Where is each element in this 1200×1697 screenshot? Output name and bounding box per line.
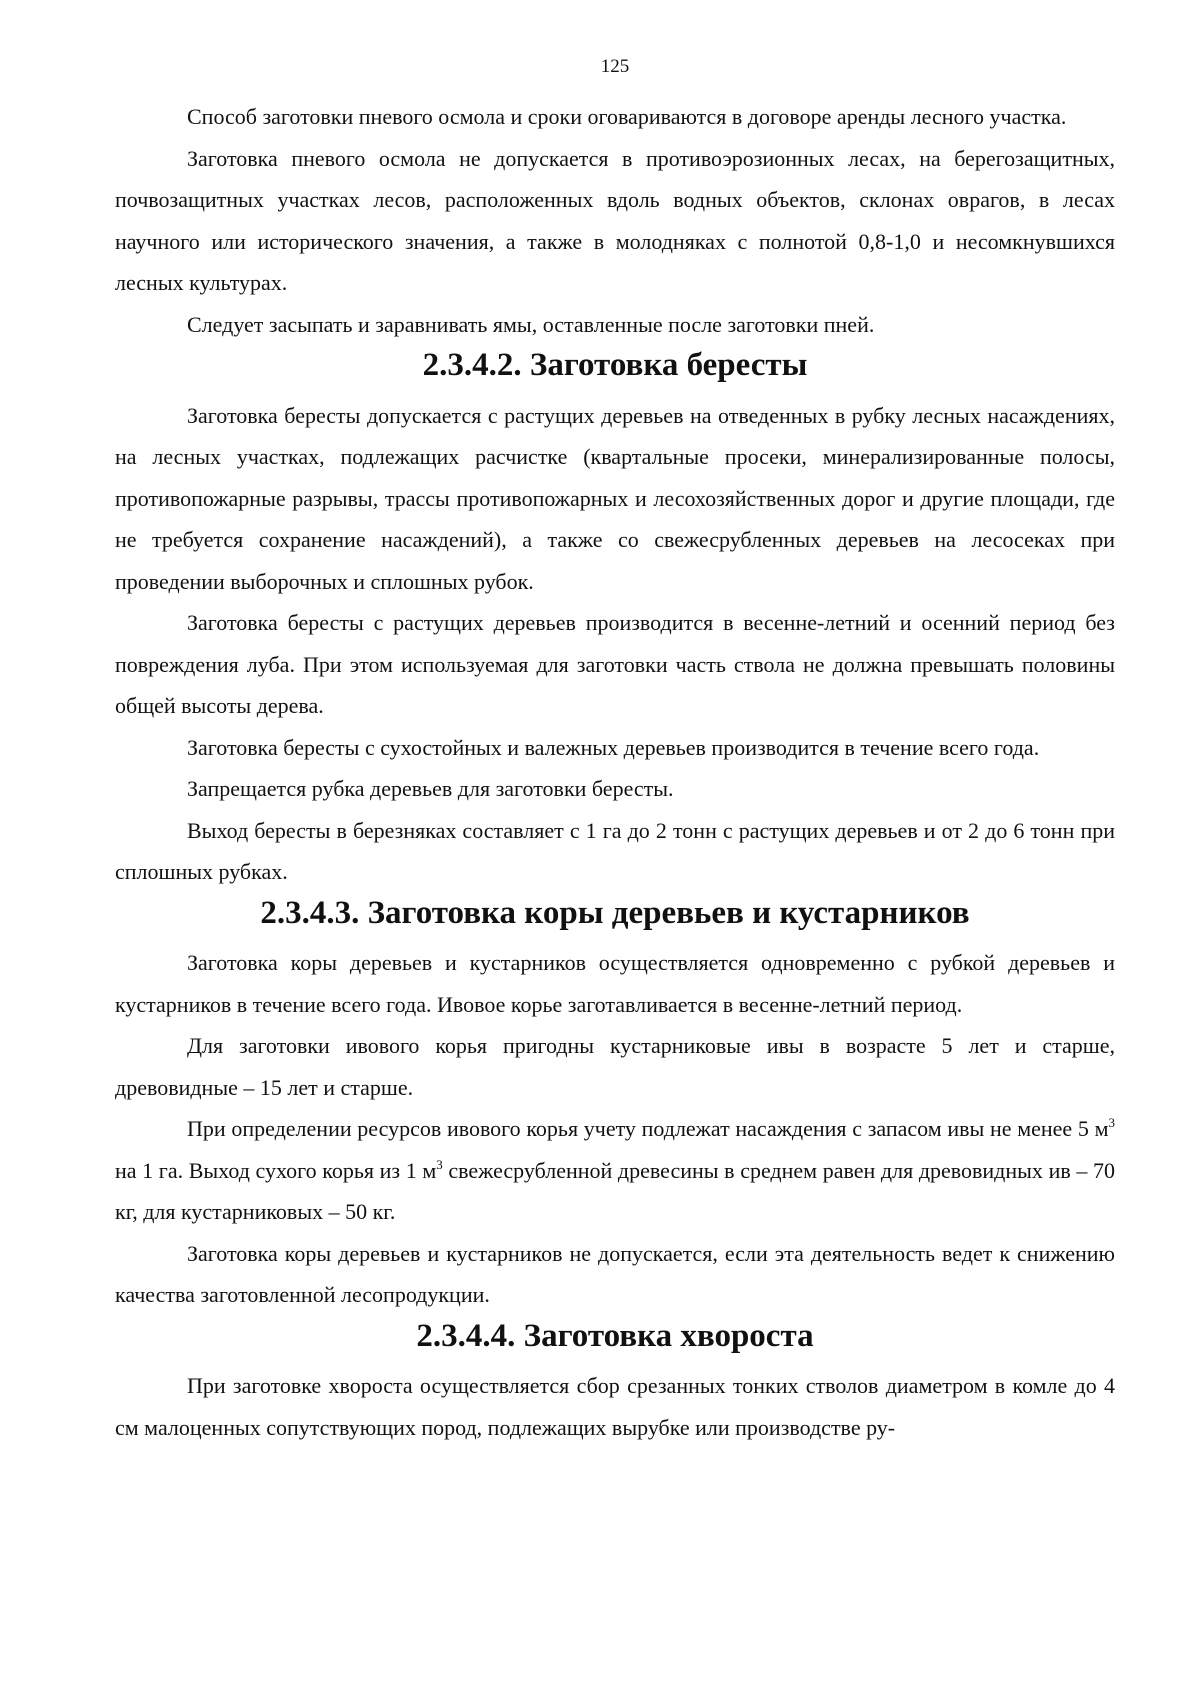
text-part: на 1 га. Выход сухого корья из 1 м <box>115 1157 437 1183</box>
text-part: При определении ресурсов ивового корья учету подлежат насаждения с запасом ивы не менее 5 м <box>187 1116 1109 1141</box>
paragraph-willow-resources <box>115 1108 1115 1233</box>
section-heading-brushwood: 2.3.4.4. Заготовка хвороста <box>416 1317 814 1354</box>
section-heading-birch-bark: 2.3.4.2. Заготовка бересты <box>422 347 808 383</box>
paragraph-birch-bark-prohibited: Запрещается рубка деревьев для заготовки бересты. <box>187 776 674 801</box>
paragraph-fill-pits: Следует засыпать и заравнивать ямы, оставленные после заготовки пней. <box>187 311 875 337</box>
text-part: свежесрубленной древесины в среднем равен для древовидных ив – 70 кг, для кустарниковых – 50 кг. <box>115 1157 1115 1224</box>
paragraph-birch-bark-deadwood: Заготовка бересты с сухостойных и валежных деревьев производится в течение всего года. <box>187 734 1040 760</box>
paragraph-brushwood-collection: При заготовке хвороста осуществляется сбор срезанных тонких стволов диаметром в комле до 4 см малоценных сопутствующих пород, подлежащих вырубке или производстве ру- <box>115 1373 1115 1440</box>
paragraph-birch-bark-yield: Выход бересты в березняках составляет с 1 га до 2 тонн с растущих деревьев и от 2 до 6 тонн при сплошных рубках. <box>115 817 1115 884</box>
paragraph-extraction-restrictions: Заготовка пневого осмола не допускается в противоэрозионных лесах, на берегозащитных, почвозащитных участках лесов, расположенных вдоль водных объектов, склонах оврагов, в лесах научного или исторического значения, а также в молодняках с полнотой 0,8-1,0 и несомкнувшихся лесных культурах. <box>115 145 1115 295</box>
paragraph-willow-age: Для заготовки ивового корья пригодны кустарниковые ивы в возрасте 5 лет и старше, древовидные – 15 лет и старше. <box>115 1033 1115 1100</box>
superscript: 3 <box>1108 1115 1115 1130</box>
paragraph-birch-bark-allowed: Заготовка бересты допускается с растущих деревьев на отведенных в рубку лесных насаждениях, на лесных участках, подлежащих расчистке (квартальные просеки, минерализированные полосы, противопожарные разрывы, трассы противопожарных и лесохозяйственных дорог и другие площади, где не требуется сохранение насаждений), а также со свежесрубленных деревьев на лесосеках при проведении выборочных и сплошных рубок. <box>115 402 1115 594</box>
paragraph-tree-bark-quality: Заготовка коры деревьев и кустарников не допускается, если эта деятельность ведет к снижению качества заготовленной лесопродукции. <box>115 1240 1115 1307</box>
superscript: 3 <box>436 1156 443 1172</box>
paragraph-extraction-method: Способ заготовки пневого осмола и сроки оговариваются в договоре аренды лесного участка. <box>187 104 1067 129</box>
paragraph-tree-bark-timing: Заготовка коры деревьев и кустарников осуществляется одновременно с рубкой деревьев и кустарников в течение всего года. Ивовое корье заготавливается в весенне-летний период. <box>115 950 1115 1017</box>
section-heading-tree-bark: 2.3.4.3. Заготовка коры деревьев и кустарников <box>260 894 970 931</box>
paragraph-birch-bark-season: Заготовка бересты с растущих деревьев производится в весенне-летний и осенний период без повреждения луба. При этом используемая для заготовки часть ствола не должна превышать половины общей высоты дерева. <box>115 610 1115 718</box>
page-number: 125 <box>600 56 630 77</box>
